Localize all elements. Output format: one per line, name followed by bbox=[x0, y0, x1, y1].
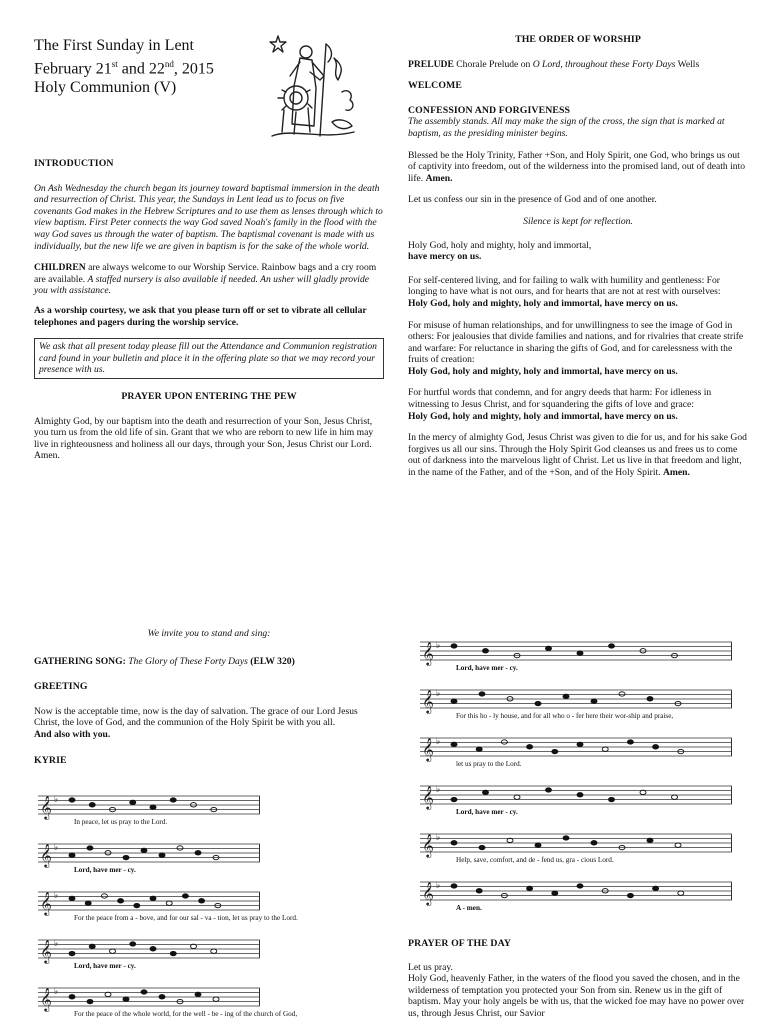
invite-to-sing: We invite you to stand and sing: bbox=[147, 628, 271, 639]
music-lyric: For this ho - ly house, and for all who o - fer here their wor-ship and praise, bbox=[456, 712, 674, 720]
pew-prayer-heading: PRAYER UPON ENTERING THE PEW bbox=[121, 390, 297, 402]
svg-text:𝄞: 𝄞 bbox=[40, 891, 52, 915]
music-lyric: In peace, let us pray to the Lord. bbox=[74, 818, 168, 826]
bulletin-title bbox=[34, 36, 214, 97]
svg-text:𝄞: 𝄞 bbox=[40, 795, 52, 819]
svg-text:♭: ♭ bbox=[54, 843, 59, 853]
have-mercy-response: have mercy on us. bbox=[408, 251, 482, 263]
petition-3: For hurtful words that condemn, and for angry deeds that harm: For idleness in witnessing to Jesus Christ, and for squandering the gifts of love and grace: bbox=[408, 387, 712, 411]
confession-heading: CONFESSION AND FORGIVENESS bbox=[408, 104, 571, 116]
introduction-text: On Ash Wednesday the church began its journey toward baptismal immersion in the death and resurrection of Christ. This year, the Sundays in Lent lead us to focus on five covenants God makes in the Hebrew Scriptures and to use them as lenses through which to view baptism. First Peter connects the way God saved Noah's family in the flood with the way God saves us through the water of baptism. The baptismal covenant is made with us individually, but the new life we are given in baptism is for the sake of the whole world. bbox=[34, 182, 383, 252]
svg-text:♭: ♭ bbox=[54, 987, 59, 997]
music-lyric: Help, save, comfort, and de - fend us, gra - cious Lord. bbox=[456, 856, 614, 864]
svg-text:♭: ♭ bbox=[436, 689, 441, 699]
response-1: Holy God, holy and mighty, holy and immortal, have mercy on us. bbox=[408, 297, 678, 309]
worship-courtesy-notice: As a worship courtesy, we ask that you please turn off or set to vibrate all cellular telephones and pagers during the worship service. bbox=[34, 304, 367, 328]
response-2: Holy God, holy and mighty, holy and immortal, have mercy on us. bbox=[408, 365, 678, 377]
silence-rubric: Silence is kept for reflection. bbox=[523, 215, 633, 227]
music-lyric: For the peace of the whole world, for the well - be - ing of the church of God, bbox=[74, 1010, 298, 1018]
let-us-pray: Let us pray. bbox=[408, 961, 453, 973]
music-lyric: A - men. bbox=[456, 904, 482, 912]
svg-text:𝄞: 𝄞 bbox=[422, 833, 434, 857]
svg-text:𝄞: 𝄞 bbox=[40, 987, 52, 1011]
welcome-heading: WELCOME bbox=[408, 80, 463, 92]
music-lyric: Lord, have mer - cy. bbox=[74, 866, 136, 874]
confession-invitation: Let us confess our sin in the presence of God and of one another. bbox=[408, 194, 657, 206]
music-staff bbox=[38, 934, 260, 966]
title-line-3: Holy Communion (V) bbox=[34, 79, 177, 97]
greeting-heading: GREETING bbox=[34, 681, 88, 693]
introduction-heading: INTRODUCTION bbox=[34, 158, 114, 169]
title-line-2: February 21st and 22nd, 2015 bbox=[34, 59, 214, 78]
holy-god-line: Holy God, holy and mighty, holy and immortal, bbox=[408, 239, 592, 251]
svg-text:♭: ♭ bbox=[436, 833, 441, 843]
children-paragraph: CHILDREN are always welcome to our Worship Service. Rainbow bags and a cry room are available. A staffed nursery is also available if needed. An usher will gladly provide you with assistance. bbox=[34, 262, 377, 297]
svg-text:♭: ♭ bbox=[436, 881, 441, 891]
music-lyric: Lord, have mer - cy. bbox=[456, 664, 518, 672]
music-staff bbox=[38, 838, 260, 870]
title-line-1: The First Sunday in Lent bbox=[34, 37, 194, 54]
svg-text:♭: ♭ bbox=[436, 785, 441, 795]
response-3: Holy God, holy and mighty, holy and immortal, have mercy on us. bbox=[408, 410, 678, 422]
greeting-response: And also with you. bbox=[34, 728, 111, 740]
svg-text:♭: ♭ bbox=[436, 737, 441, 747]
petition-1: For self-centered living, and for failing to walk with humility and gentleness: For longing to have what is not ours, and for hearts that are not at rest with ourselves: bbox=[408, 274, 721, 298]
right-column-top bbox=[408, 34, 748, 487]
kyrie-heading: KYRIE bbox=[34, 754, 67, 766]
svg-text:𝄞: 𝄞 bbox=[422, 737, 434, 761]
prayer-of-the-day-heading: PRAYER OF THE DAY bbox=[408, 938, 512, 949]
svg-text:♭: ♭ bbox=[54, 795, 59, 805]
svg-text:♭: ♭ bbox=[54, 891, 59, 901]
right-column-bottom bbox=[408, 938, 748, 1028]
svg-text:𝄞: 𝄞 bbox=[422, 785, 434, 809]
jesus-lion-illustration bbox=[262, 32, 366, 142]
petition-2: For misuse of human relationships, and for unwillingness to see the image of God in others: For jealousies that divide families and nations, and for rivalries that create strife and warfare: For reluctance in sharing the gifts of God, and for carelessness with the fruits of creation: bbox=[408, 319, 744, 366]
confession-rubric: The assembly stands. All may make the sign of the cross, the sign that is marked at baptism, as the presiding minister begins. bbox=[408, 116, 725, 139]
prayer-of-the-day-text: Holy God, heavenly Father, in the waters of the flood you saved the chosen, and in the wilderness of temptation you protected your Son from sin. Renew us in the gift of baptism. May your holy angels be with us, that the wicked foe may have no power over us, through Jesus Christ, our Savior bbox=[408, 973, 745, 1019]
gathering-song: GATHERING SONG: The Glory of These Forty Days (ELW 320) bbox=[34, 655, 295, 667]
music-lyric: Lord, have mer - cy. bbox=[456, 808, 518, 816]
svg-text:♭: ♭ bbox=[436, 641, 441, 651]
pew-prayer-text: Almighty God, by our baptism into the death and resurrection of your Son, Jesus Christ, you turn us from the old life of sin. Grant that we who are reborn to new life in him may live in righteousness and holiness all our days, through your Son, Jesus Christ our Lord. Amen. bbox=[34, 415, 374, 462]
svg-text:𝄞: 𝄞 bbox=[422, 689, 434, 713]
left-column-top bbox=[34, 158, 384, 470]
order-of-worship-heading: THE ORDER OF WORSHIP bbox=[515, 34, 641, 45]
svg-text:𝄞: 𝄞 bbox=[40, 939, 52, 963]
music-lyric: let us pray to the Lord. bbox=[456, 760, 522, 768]
prelude: PRELUDE Chorale Prelude on O Lord, throughout these Forty Days Wells bbox=[408, 58, 700, 70]
music-lyric: For the peace from a - bove, and for our sal - va - tion, let us pray to the Lord. bbox=[74, 914, 298, 922]
music-lyric: Lord, have mer - cy. bbox=[74, 962, 136, 970]
svg-text:𝄞: 𝄞 bbox=[422, 641, 434, 665]
blessed-be-trinity: Blessed be the Holy Trinity, Father +Son, and Holy Spirit, one God, who brings us out of captivity into freedom, out of the wilderness into the promised land, out of death into life. Amen. bbox=[408, 149, 746, 184]
svg-text:♭: ♭ bbox=[54, 939, 59, 949]
attendance-notice: We ask that all present today please fill out the Attendance and Communion registration card found in your bulletin and place it in the offering plate so that we may record your presence with us. bbox=[34, 338, 384, 379]
svg-text:𝄞: 𝄞 bbox=[422, 881, 434, 905]
left-column-bottom bbox=[34, 628, 384, 774]
absolution: In the mercy of almighty God, Jesus Christ was given to die for us, and for his sake God forgives us all our sins. Through the Holy Spirit God cleanses us and frees us to come out of darkness into the marvelous light of Christ. Let us live in that freedom and light, in the name of the Father, and of the +Son, and of the Holy Spirit. Amen. bbox=[408, 432, 747, 479]
svg-text:𝄞: 𝄞 bbox=[40, 843, 52, 867]
greeting-text: Now is the acceptable time, now is the day of salvation. The grace of our Lord Jesus Christ, the love of God, and the communion of the Holy Spirit be with you all. bbox=[34, 705, 358, 729]
